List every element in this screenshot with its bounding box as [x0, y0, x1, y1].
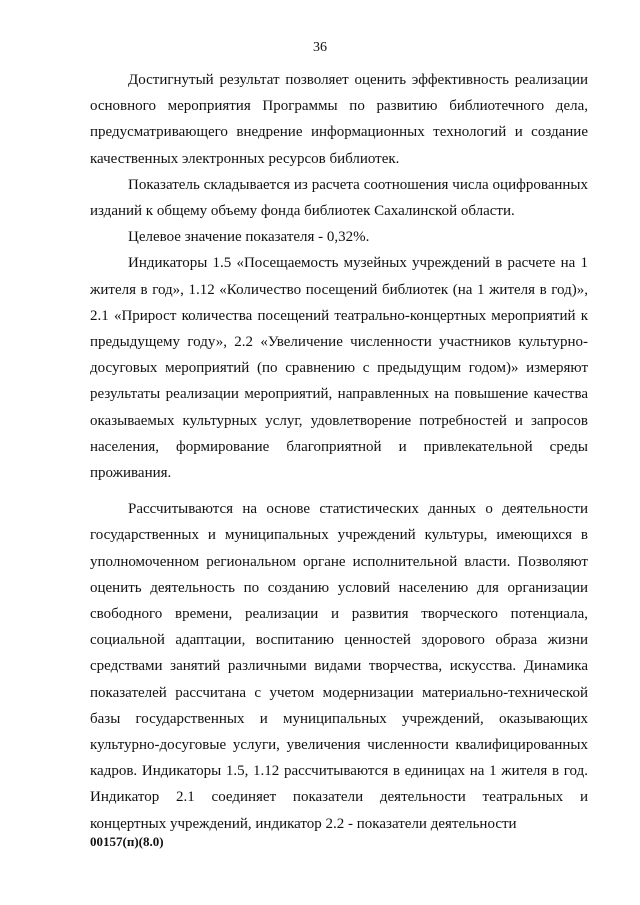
paragraph-result-evaluation: Достигнутый результат позволяет оценить эффективность реализации основного мероприятия Программы по развитию библиотечного дела, предусматривающего внедрение информационных технологий и создание качественных электронных ресурсов библиотек. [90, 72, 588, 167]
page-number: 36 [313, 40, 327, 55]
paragraph-calculation-basis: Рассчитываются на основе статистических данных о деятельности государственных и муниципальных учреждений культуры, имеющихся в уполномоченном региональном органе исполнительной власти. Позволяют оценить деятельность по созданию условий населению для организации свободного времени, реализации и развития творческого потенциала, социальной адаптации, воспитанию ценностей здорового образа жизни средствами занятий различными видами творчества, искусства. Динамика показателей рассчитана с учетом модернизации материально-технической базы государственных и муниципальных учреждений, оказывающих культурно-досуговые услуги, увеличения численности квалифицированных кадров. Индикаторы 1.5, 1.12 рассчитываются в единицах на 1 жителя в год. Индикатор 2.1 соединяет показатели деятельности театральных и концертных учреждений, индикатор 2.2 - показатели деятельности [90, 501, 588, 832]
paragraph-target-value: Целевое значение показателя - 0,32%. [128, 229, 370, 246]
paragraph-indicators-list: Индикаторы 1.5 «Посещаемость музейных учреждений в расчете на 1 жителя в год», 1.12 «Количество посещений библиотек (на 1 жителя в год)», 2.1 «Прирост количества посещений театрально-концертных мероприятий к предыдущему году», 2.2 «Увеличение численности участников культурно-досуговых мероприятий (по сравнению с предыдущим годом)» измеряют результаты реализации мероприятий, направленных на повышение качества оказываемых культурных услуг, удовлетворение потребностей и запросов населения, формирование благоприятной и привлекательной среды проживания. [90, 255, 588, 482]
document-code: 00157(п)(8.0) [90, 834, 164, 849]
paragraph-indicator-calculation: Показатель складывается из расчета соотношения числа оцифрованных изданий к общему объему фонда библиотек Сахалинской области. [90, 176, 588, 220]
document-body [90, 67, 588, 837]
